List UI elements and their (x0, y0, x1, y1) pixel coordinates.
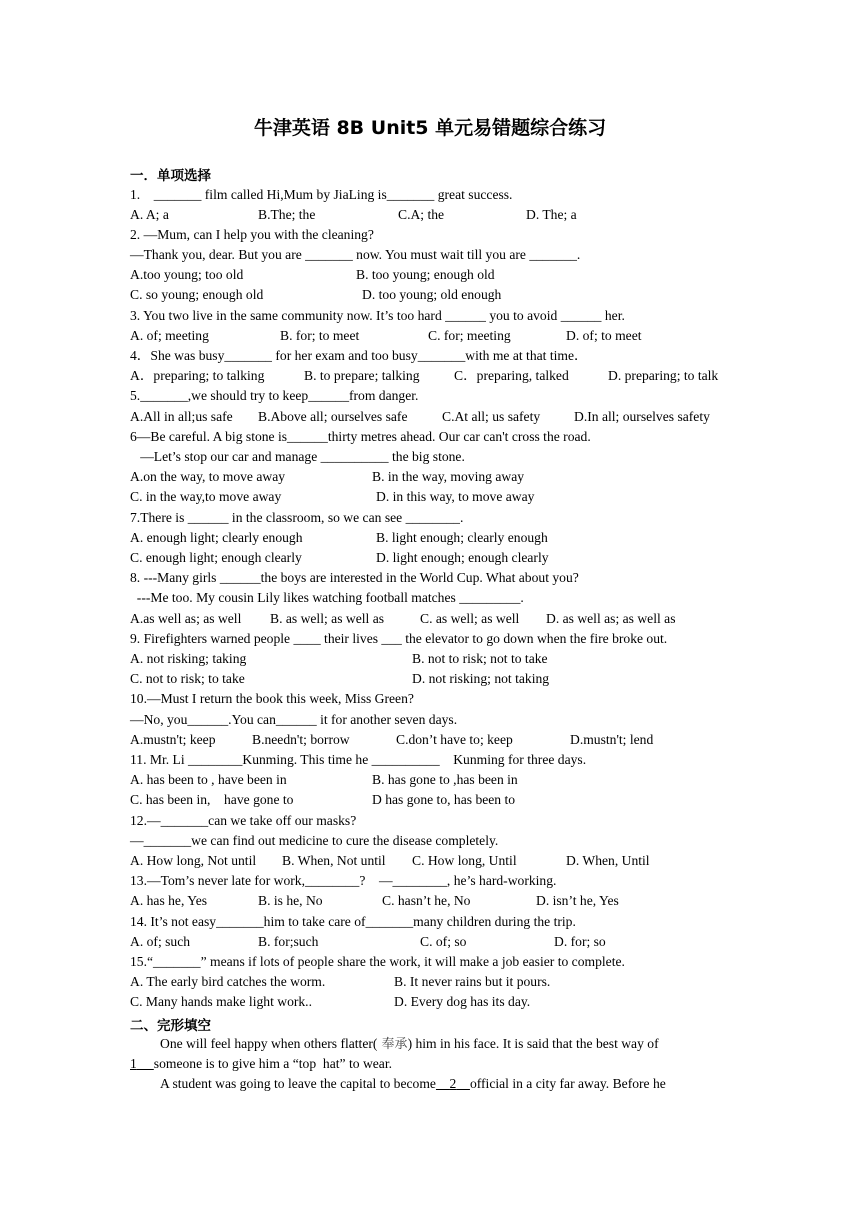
option-c: C. Many hands make light work.. (130, 994, 312, 1009)
question-15-options-row1 (0, 973, 860, 991)
question-7-options-row1 (0, 529, 860, 547)
option-d: D. in this way, to move away (376, 489, 535, 504)
question-7-options-row2 (0, 549, 860, 567)
question-15-options-row2 (0, 993, 860, 1011)
question-6-stem: 6—Be careful. A big stone is______thirty metres ahead. Our car can't cross the road. (130, 429, 591, 444)
cloze-text: One will feel happy when others flatter( (160, 1036, 378, 1051)
cloze-text: ) him in his face. It is said that the best way of (407, 1036, 659, 1051)
option-b: B.needn't; borrow (252, 732, 350, 747)
option-a: A. has he, Yes (130, 893, 208, 908)
option-d: D. light enough; enough clearly (376, 550, 549, 565)
question-10-options (0, 731, 860, 749)
question-2-options-row1 (0, 266, 860, 284)
option-a: A. A; a (130, 207, 169, 222)
question-1-stem: 1. _______ film called Hi,Mum by JiaLing is_______ great success. (130, 187, 513, 202)
option-d: D. of; to meet (566, 328, 642, 343)
question-10-reply: —No, you______.You can______ it for another seven days. (130, 712, 458, 727)
page-title: 牛津英语 8B Unit5 单元易错题综合练习 (253, 117, 607, 139)
option-c: C．preparing, talked (454, 368, 569, 383)
cloze-paragraph-1-line-2 (130, 1055, 392, 1073)
question-4-stem: 4．She was busy_______ for her exam and too busy_______with me at that time． (130, 348, 588, 363)
question-3-stem: 3. You two live in the same community now. It’s too hard ______ you to avoid ______ her. (130, 308, 625, 323)
option-c: C.A; the (398, 207, 445, 222)
cloze-text: official in a city far away. Before he (469, 1076, 666, 1091)
question-11-stem: 11. Mr. Li ________Kunming. This time he __________ Kunming for three days. (130, 752, 587, 767)
option-a: A. The early bird catches the worm. (130, 974, 326, 989)
option-d: D. for; so (554, 934, 606, 949)
option-a: A.on the way, to move away (130, 469, 286, 484)
question-15-stem: 15.“_______” means if lots of people share the work, it will make a job easier to complete. (130, 954, 625, 969)
question-2-stem: 2. —Mum, can I help you with the cleaning? (130, 227, 374, 242)
question-8-options (0, 610, 860, 628)
question-5-stem: 5._______,we should try to keep______from danger. (130, 388, 419, 403)
question-12-stem: 12.—_______can we take off our masks? (130, 813, 357, 828)
option-b: B. to prepare; talking (304, 368, 420, 383)
option-d: D. as well as; as well as (546, 611, 676, 626)
question-10-stem: 10.—Must I return the book this week, Miss Green? (130, 691, 414, 706)
option-d: D. preparing; to talk (608, 368, 719, 383)
question-11-options-row2 (0, 791, 860, 809)
section-heading-cloze: 二、完形填空 (130, 1018, 211, 1034)
option-c: C. in the way,to move away (130, 489, 282, 504)
cloze-blank-1 (130, 1056, 154, 1071)
option-b: B. as well; as well as (270, 611, 385, 626)
option-a: A. How long, Not until (130, 853, 257, 868)
question-4-options (0, 367, 860, 385)
option-d: D. too young; old enough (362, 287, 502, 302)
question-6-options-row1 (0, 468, 860, 486)
option-c: C. has been in, have gone to (130, 792, 294, 807)
option-c: C.At all; us safety (442, 409, 541, 424)
question-5-options (0, 408, 860, 426)
option-b: B. light enough; clearly enough (376, 530, 548, 545)
option-c: C. of; so (420, 934, 467, 949)
option-a: A. of; such (130, 934, 191, 949)
question-11-options-row1 (0, 771, 860, 789)
question-12-reply: —_______we can find out medicine to cure the disease completely. (130, 833, 499, 848)
cloze-blank-2 (436, 1076, 470, 1091)
question-8-reply: ---Me too. My cousin Lily likes watching football matches _________. (130, 590, 524, 605)
cloze-text: A student was going to leave the capital to become (160, 1076, 436, 1091)
option-c: C. How long, Until (412, 853, 517, 868)
option-b: B. not to risk; not to take (412, 651, 548, 666)
option-b: B. It never rains but it pours. (394, 974, 551, 989)
option-d: D. isn’t he, Yes (536, 893, 619, 908)
option-b: B.Above all; ourselves safe (258, 409, 408, 424)
blank-number: 2 (449, 1076, 457, 1091)
option-b: B. has gone to ,has been in (372, 772, 518, 787)
option-a: A. not risking; taking (130, 651, 247, 666)
cloze-paragraph-2-line-1 (160, 1075, 666, 1093)
question-9-stem: 9. Firefighters warned people ____ their lives ___ the elevator to go down when the fire broke out. (130, 631, 668, 646)
option-b: B. When, Not until (282, 853, 386, 868)
option-c: C. enough light; enough clearly (130, 550, 302, 565)
section-heading-multiple-choice: 一．单项选择 (130, 168, 211, 184)
option-c: C. hasn’t he, No (382, 893, 471, 908)
option-a: A.All in all;us safe (130, 409, 233, 424)
cloze-paragraph-1-line-1 (160, 1035, 659, 1054)
question-3-options (0, 327, 860, 345)
option-b: B. too young; enough old (356, 267, 495, 282)
option-b: B. for; to meet (280, 328, 360, 343)
option-c: C.don’t have to; keep (396, 732, 513, 747)
option-d: D. The; a (526, 207, 577, 222)
question-12-options (0, 852, 860, 870)
question-14-stem: 14. It’s not easy_______him to take care of_______many children during the trip. (130, 914, 576, 929)
option-a: A.too young; too old (130, 267, 244, 282)
cloze-chinese-gloss: 奉承 (377, 1037, 408, 1052)
option-c: C. so young; enough old (130, 287, 264, 302)
option-b: B. for;such (258, 934, 319, 949)
question-6-options-row2 (0, 488, 860, 506)
option-c: C. as well; as well (420, 611, 520, 626)
question-6-reply: —Let’s stop our car and manage __________ the big stone. (130, 449, 465, 464)
option-b: B. is he, No (258, 893, 323, 908)
question-2-reply: —Thank you, dear. But you are _______ now. You must wait till you are _______. (130, 247, 581, 262)
option-d: D.In all; ourselves safety (574, 409, 710, 424)
option-a: A．preparing; to talking (130, 368, 265, 383)
option-b: B.The; the (258, 207, 316, 222)
option-d: D. When, Until (566, 853, 650, 868)
option-d: D. not risking; not taking (412, 671, 550, 686)
option-c: C. not to risk; to take (130, 671, 245, 686)
question-2-options-row2 (0, 286, 860, 304)
option-d: D.mustn't; lend (570, 732, 654, 747)
option-d: D has gone to, has been to (372, 792, 516, 807)
option-b: B. in the way, moving away (372, 469, 525, 484)
question-8-stem: 8. ---Many girls ______the boys are interested in the World Cup. What about you? (130, 570, 579, 585)
question-13-stem: 13.—Tom’s never late for work,________? —________, he’s hard-working. (130, 873, 557, 888)
option-d: D. Every dog has its day. (394, 994, 531, 1009)
question-9-options-row2 (0, 670, 860, 688)
option-a: A. of; meeting (130, 328, 209, 343)
question-14-options (0, 933, 860, 951)
option-a: A.as well as; as well (130, 611, 242, 626)
question-9-options-row1 (0, 650, 860, 668)
option-a: A. has been to , have been in (130, 772, 287, 787)
option-a: A. enough light; clearly enough (130, 530, 303, 545)
question-13-options (0, 892, 860, 910)
option-a: A.mustn't; keep (130, 732, 216, 747)
option-c: C. for; meeting (428, 328, 511, 343)
question-7-stem: 7.There is ______ in the classroom, so we can see ________. (130, 510, 464, 525)
cloze-text: someone is to give him a “top hat” to wear. (153, 1056, 393, 1071)
question-1-options (0, 206, 860, 224)
blank-number: 1 (130, 1056, 137, 1071)
